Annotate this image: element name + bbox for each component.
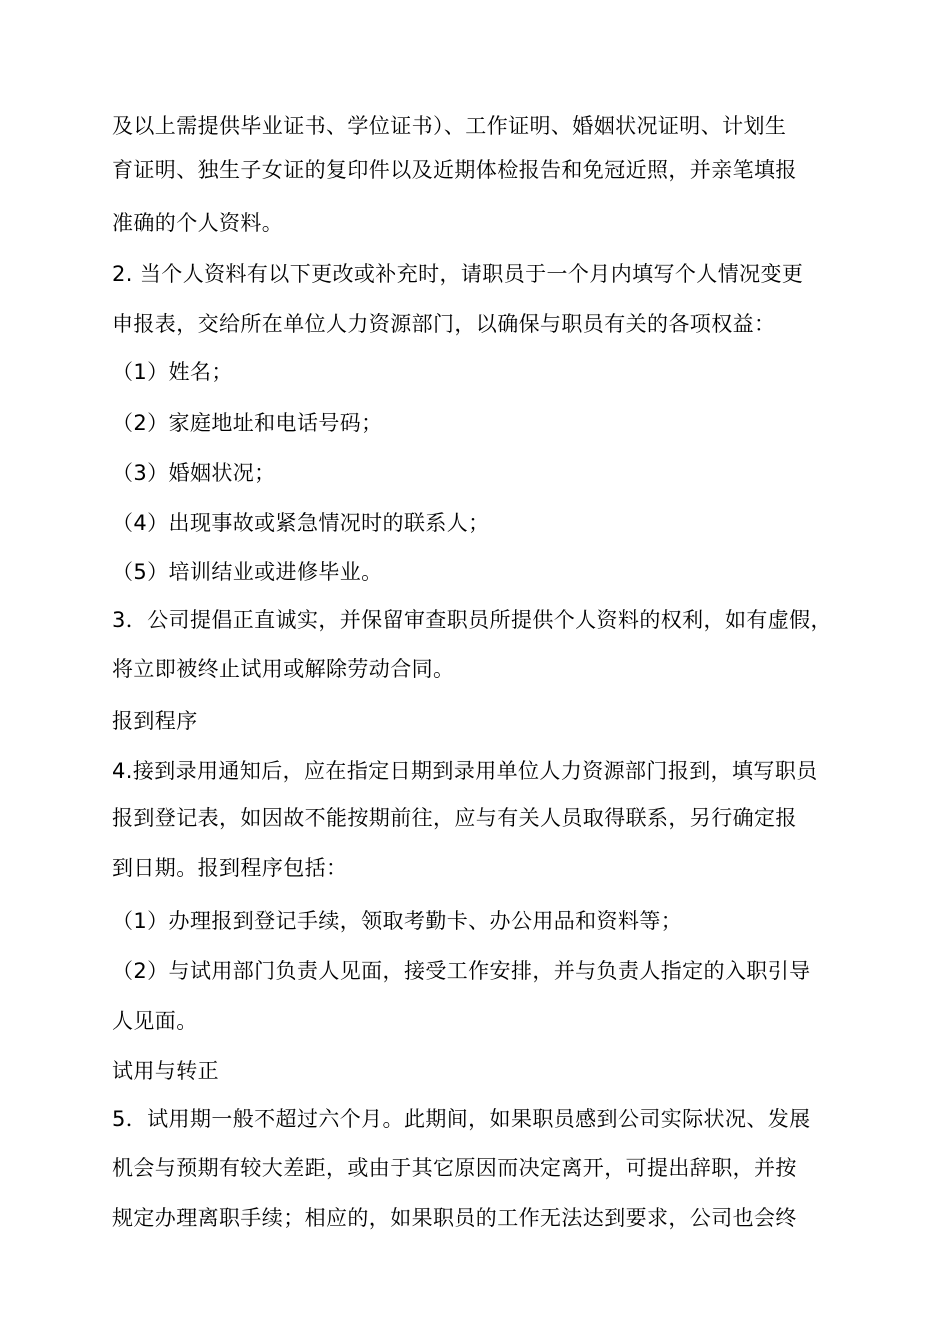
paragraph-line: 2. 当个人资料有以下更改或补充时，请职员于一个月内填写个人情况变更	[112, 262, 804, 286]
paragraph-line: 机会与预期有较大差距，或由于其它原因而决定离开，可提出辞职，并按	[112, 1156, 797, 1180]
paragraph-line: 3．公司提倡正直诚实，并保留审查职员所提供个人资料的权利，如有虚假，	[112, 608, 832, 632]
paragraph-line: 育证明、独生子女证的复印件以及近期体检报告和免冠近照，并亲笔填报	[112, 158, 797, 182]
paragraph-line: 5．试用期一般不超过六个月。此期间，如果职员感到公司实际状况、发展	[112, 1107, 811, 1131]
list-item: （1）姓名；	[112, 360, 233, 384]
paragraph-line: 4.接到录用通知后，应在指定日期到录用单位人力资源部门报到，填写职员	[112, 759, 818, 783]
paragraph-line: 准确的个人资料。	[112, 211, 284, 235]
section-heading: 试用与转正	[112, 1059, 219, 1083]
list-item: （2）与试用部门负责人见面，接受工作安排，并与负责人指定的入职引导	[112, 959, 811, 983]
paragraph-line: 将立即被终止试用或解除劳动合同。	[112, 657, 455, 681]
list-item: （5）培训结业或进修毕业。	[112, 560, 383, 584]
list-item: （4）出现事故或紧急情况时的联系人；	[112, 511, 490, 535]
list-item: （2）家庭地址和电话号码；	[112, 411, 383, 435]
list-item-continued: 人见面。	[112, 1009, 198, 1033]
paragraph-line: 申报表，交给所在单位人力资源部门，以确保与职员有关的各项权益：	[112, 312, 776, 336]
paragraph-line: 规定办理离职手续；相应的，如果职员的工作无法达到要求，公司也会终	[112, 1206, 797, 1230]
paragraph-line: 及以上需提供毕业证书、学位证书）、工作证明、婚姻状况证明、计划生	[112, 114, 787, 138]
list-item: （3）婚姻状况；	[112, 461, 276, 485]
paragraph-line: 到日期。报到程序包括：	[112, 856, 348, 880]
paragraph-line: 报到登记表，如因故不能按期前往，应与有关人员取得联系，另行确定报	[112, 806, 797, 830]
list-item: （1）办理报到登记手续，领取考勤卡、办公用品和资料等；	[112, 909, 683, 933]
section-heading: 报到程序	[112, 709, 198, 733]
